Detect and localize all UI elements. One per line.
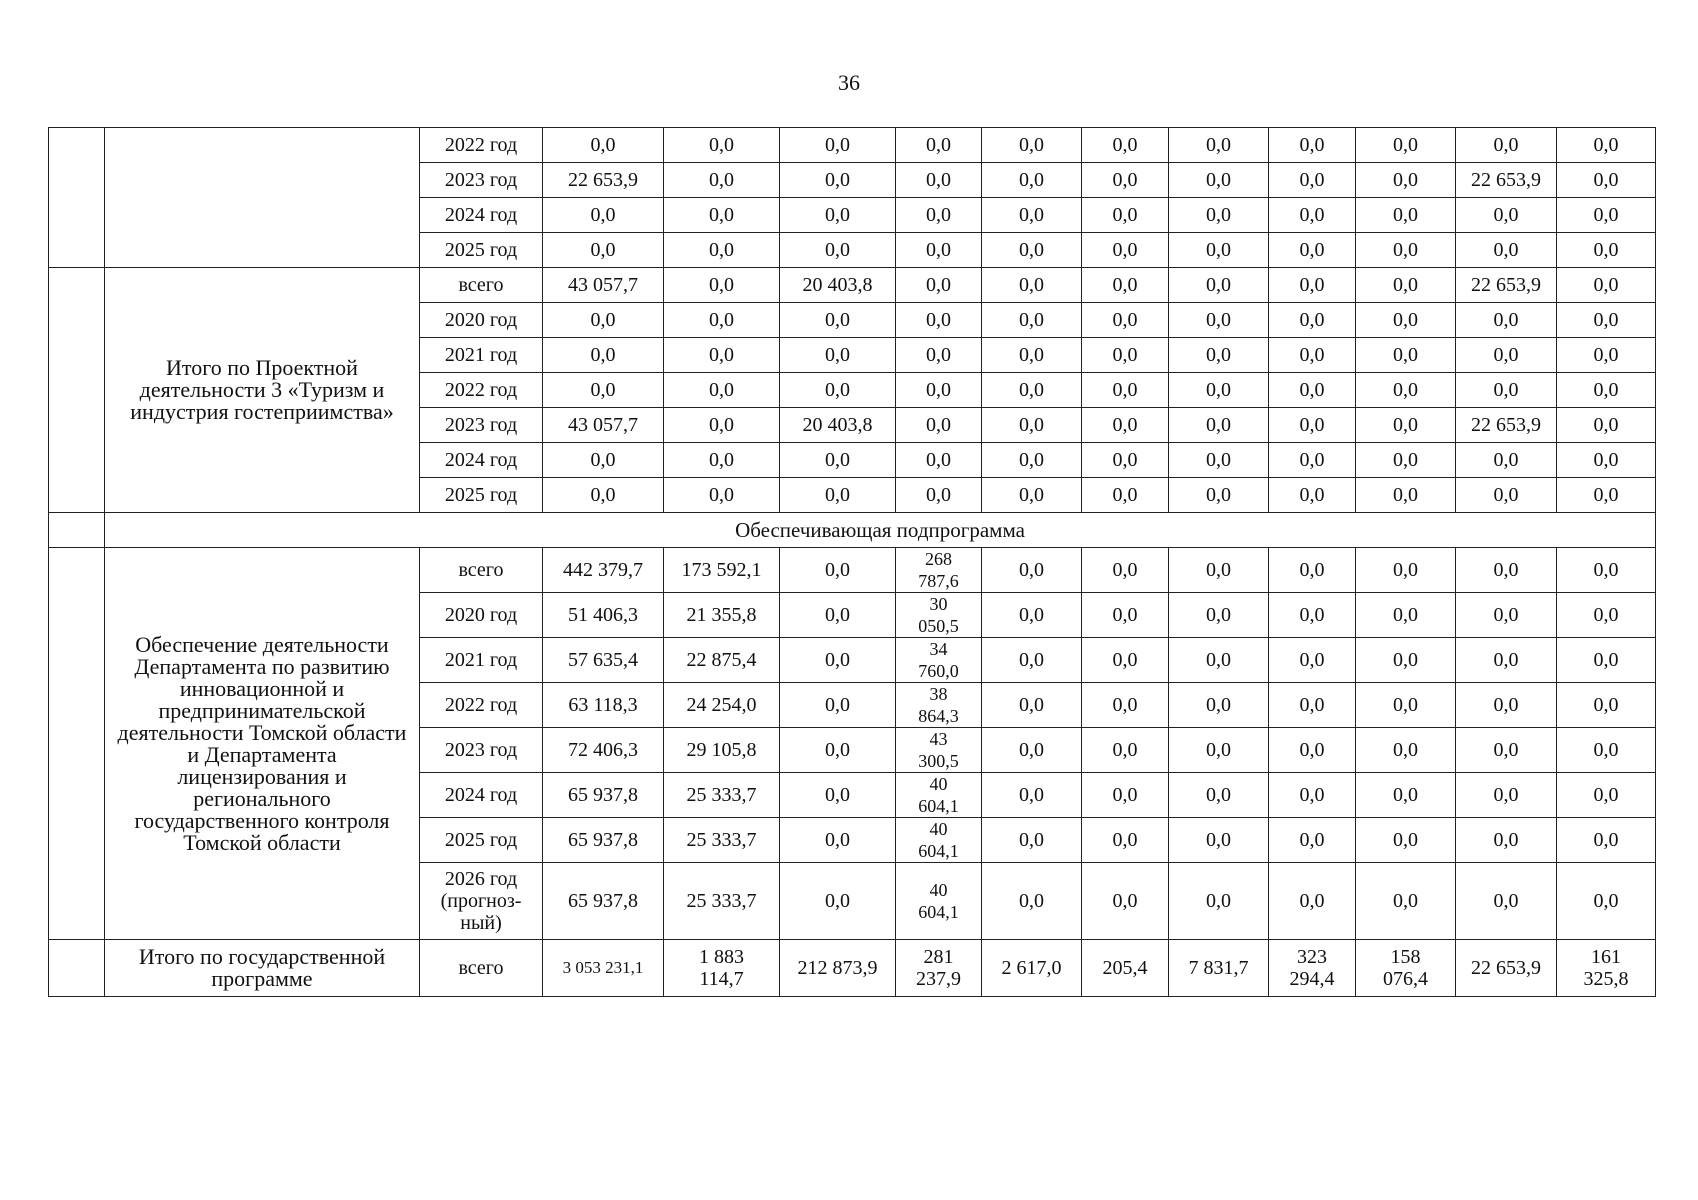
value-cell: 43 300,5: [896, 728, 982, 773]
value-cell: 0,0: [1269, 863, 1356, 940]
value-cell: 0,0: [1082, 233, 1169, 268]
number-cell: [49, 513, 105, 548]
value-cell: 0,0: [1082, 593, 1169, 638]
value-cell: 0,0: [1356, 338, 1456, 373]
value-cell: 0,0: [1169, 128, 1269, 163]
value-cell: 0,0: [664, 303, 780, 338]
value-cell: 65 937,8: [543, 818, 664, 863]
value-cell: 0,0: [896, 338, 982, 373]
value-cell: 25 333,7: [664, 818, 780, 863]
value-cell: 0,0: [1456, 198, 1557, 233]
name-cell: [105, 128, 420, 268]
year-cell: всего: [420, 548, 543, 593]
value-cell: 0,0: [982, 128, 1082, 163]
value-cell: 0,0: [1169, 268, 1269, 303]
value-cell: 0,0: [1082, 683, 1169, 728]
year-cell: 2023 год: [420, 408, 543, 443]
value-cell: 0,0: [780, 593, 896, 638]
value-cell: 0,0: [1356, 683, 1456, 728]
value-cell: 20 403,8: [780, 268, 896, 303]
value-cell: 0,0: [1356, 593, 1456, 638]
number-cell: [49, 268, 105, 513]
value-cell: 0,0: [982, 818, 1082, 863]
value-cell: 0,0: [1082, 268, 1169, 303]
value-cell: 0,0: [1557, 163, 1656, 198]
value-cell: 0,0: [664, 163, 780, 198]
value-cell: 20 403,8: [780, 408, 896, 443]
value-cell: 0,0: [982, 163, 1082, 198]
value-cell: 0,0: [1269, 373, 1356, 408]
year-cell: 2024 год: [420, 198, 543, 233]
year-cell: 2022 год: [420, 373, 543, 408]
value-cell: 0,0: [982, 443, 1082, 478]
value-cell: 0,0: [780, 728, 896, 773]
value-cell: 22 653,9: [1456, 163, 1557, 198]
value-cell: 0,0: [543, 443, 664, 478]
value-cell: 0,0: [1169, 818, 1269, 863]
value-cell: 212 873,9: [780, 940, 896, 997]
value-cell: 0,0: [1356, 373, 1456, 408]
year-cell: 2024 год: [420, 773, 543, 818]
value-cell: 0,0: [1169, 478, 1269, 513]
value-cell: 0,0: [1557, 683, 1656, 728]
value-cell: 0,0: [1169, 198, 1269, 233]
value-cell: 0,0: [1356, 443, 1456, 478]
value-cell: 0,0: [780, 163, 896, 198]
value-cell: 0,0: [896, 128, 982, 163]
value-cell: 442 379,7: [543, 548, 664, 593]
value-cell: 0,0: [780, 198, 896, 233]
value-cell: 0,0: [1356, 818, 1456, 863]
value-cell: 0,0: [1169, 443, 1269, 478]
number-cell: [49, 128, 105, 268]
value-cell: 0,0: [1356, 128, 1456, 163]
value-cell: 0,0: [1082, 478, 1169, 513]
value-cell: 0,0: [1356, 638, 1456, 683]
section-title: Обеспечивающая подпрограмма: [105, 513, 1656, 548]
value-cell: 0,0: [1082, 303, 1169, 338]
value-cell: 0,0: [982, 638, 1082, 683]
value-cell: 0,0: [1169, 548, 1269, 593]
value-cell: 0,0: [896, 233, 982, 268]
value-cell: 0,0: [1456, 233, 1557, 268]
value-cell: 0,0: [1456, 303, 1557, 338]
value-cell: 0,0: [543, 478, 664, 513]
value-cell: 0,0: [1456, 683, 1557, 728]
value-cell: 3 053 231,1: [543, 940, 664, 997]
value-cell: 0,0: [780, 818, 896, 863]
value-cell: 0,0: [1269, 198, 1356, 233]
value-cell: 0,0: [1557, 268, 1656, 303]
value-cell: 0,0: [1169, 233, 1269, 268]
value-cell: 0,0: [896, 163, 982, 198]
value-cell: 0,0: [896, 408, 982, 443]
value-cell: 0,0: [1082, 373, 1169, 408]
value-cell: 0,0: [1269, 478, 1356, 513]
year-cell: 2020 год: [420, 593, 543, 638]
value-cell: 0,0: [664, 128, 780, 163]
value-cell: 0,0: [780, 303, 896, 338]
value-cell: 43 057,7: [543, 268, 664, 303]
value-cell: 0,0: [1082, 128, 1169, 163]
value-cell: 40 604,1: [896, 818, 982, 863]
year-cell: 2026 год (прогноз-ный): [420, 863, 543, 940]
value-cell: 22 653,9: [543, 163, 664, 198]
value-cell: 22 875,4: [664, 638, 780, 683]
value-cell: 323 294,4: [1269, 940, 1356, 997]
value-cell: 25 333,7: [664, 773, 780, 818]
value-cell: 0,0: [543, 233, 664, 268]
value-cell: 0,0: [1456, 478, 1557, 513]
value-cell: 0,0: [1082, 338, 1169, 373]
value-cell: 0,0: [1269, 268, 1356, 303]
value-cell: 0,0: [982, 683, 1082, 728]
value-cell: 21 355,8: [664, 593, 780, 638]
value-cell: 0,0: [1169, 408, 1269, 443]
year-cell: 2023 год: [420, 728, 543, 773]
value-cell: 0,0: [1557, 593, 1656, 638]
value-cell: 0,0: [1456, 728, 1557, 773]
value-cell: 0,0: [1269, 163, 1356, 198]
value-cell: 0,0: [1269, 683, 1356, 728]
value-cell: 0,0: [1557, 443, 1656, 478]
value-cell: 0,0: [780, 338, 896, 373]
value-cell: 0,0: [982, 593, 1082, 638]
value-cell: 0,0: [1269, 338, 1356, 373]
value-cell: 0,0: [1082, 548, 1169, 593]
value-cell: 0,0: [543, 128, 664, 163]
value-cell: 0,0: [1269, 638, 1356, 683]
value-cell: 0,0: [1082, 198, 1169, 233]
value-cell: 72 406,3: [543, 728, 664, 773]
value-cell: 0,0: [1169, 303, 1269, 338]
section-row: [49, 513, 1656, 548]
value-cell: 0,0: [1456, 593, 1557, 638]
year-cell: 2023 год: [420, 163, 543, 198]
value-cell: 205,4: [1082, 940, 1169, 997]
value-cell: 0,0: [982, 773, 1082, 818]
value-cell: 0,0: [1082, 163, 1169, 198]
value-cell: 0,0: [1557, 728, 1656, 773]
value-cell: 0,0: [1082, 638, 1169, 683]
value-cell: 0,0: [982, 478, 1082, 513]
value-cell: 7 831,7: [1169, 940, 1269, 997]
value-cell: 30 050,5: [896, 593, 982, 638]
value-cell: 0,0: [1557, 638, 1656, 683]
value-cell: 0,0: [1269, 593, 1356, 638]
value-cell: 43 057,7: [543, 408, 664, 443]
value-cell: 0,0: [1082, 773, 1169, 818]
value-cell: 0,0: [1082, 863, 1169, 940]
support-name: Обеспечение деятельности Департамента по развитию инновационной и предпринимательской деятельности Томской области и Департамента лицензирования и регионального государственного контроля Томской области: [105, 548, 420, 940]
value-cell: 0,0: [1269, 443, 1356, 478]
value-cell: 0,0: [1356, 408, 1456, 443]
year-cell: 2024 год: [420, 443, 543, 478]
value-cell: 161 325,8: [1557, 940, 1656, 997]
value-cell: 0,0: [1169, 593, 1269, 638]
value-cell: 173 592,1: [664, 548, 780, 593]
year-cell: 2022 год: [420, 683, 543, 728]
value-cell: 0,0: [896, 443, 982, 478]
value-cell: 0,0: [896, 198, 982, 233]
grand-total-name: Итого по государственной программе: [105, 940, 420, 997]
value-cell: 0,0: [664, 268, 780, 303]
number-cell: [49, 548, 105, 940]
table-row: [49, 548, 1656, 593]
value-cell: 0,0: [1269, 408, 1356, 443]
value-cell: 0,0: [780, 683, 896, 728]
value-cell: 0,0: [664, 443, 780, 478]
year-cell: 2025 год: [420, 818, 543, 863]
value-cell: 25 333,7: [664, 863, 780, 940]
year-cell: 2020 год: [420, 303, 543, 338]
value-cell: 0,0: [1269, 728, 1356, 773]
value-cell: 0,0: [1356, 233, 1456, 268]
value-cell: 0,0: [1557, 863, 1656, 940]
value-cell: 0,0: [896, 478, 982, 513]
value-cell: 0,0: [1269, 233, 1356, 268]
value-cell: 0,0: [1169, 163, 1269, 198]
value-cell: 65 937,8: [543, 863, 664, 940]
year-cell: 2025 год: [420, 478, 543, 513]
value-cell: 0,0: [664, 233, 780, 268]
value-cell: 0,0: [780, 478, 896, 513]
value-cell: 0,0: [1456, 818, 1557, 863]
value-cell: 40 604,1: [896, 773, 982, 818]
value-cell: 0,0: [1456, 443, 1557, 478]
value-cell: 158 076,4: [1356, 940, 1456, 997]
value-cell: 51 406,3: [543, 593, 664, 638]
value-cell: 0,0: [1557, 773, 1656, 818]
value-cell: 0,0: [1557, 478, 1656, 513]
table-body: [49, 128, 1656, 997]
value-cell: 0,0: [1456, 373, 1557, 408]
value-cell: 0,0: [664, 373, 780, 408]
value-cell: 0,0: [1456, 773, 1557, 818]
value-cell: 0,0: [1082, 408, 1169, 443]
table-row: [49, 128, 1656, 163]
value-cell: 0,0: [1169, 373, 1269, 408]
value-cell: 0,0: [664, 408, 780, 443]
value-cell: 0,0: [543, 303, 664, 338]
value-cell: 0,0: [1169, 638, 1269, 683]
value-cell: 281 237,9: [896, 940, 982, 997]
value-cell: 0,0: [1557, 233, 1656, 268]
value-cell: 0,0: [780, 863, 896, 940]
value-cell: 0,0: [780, 443, 896, 478]
value-cell: 268 787,6: [896, 548, 982, 593]
year-cell: всего: [420, 940, 543, 997]
value-cell: 0,0: [543, 338, 664, 373]
value-cell: 0,0: [1356, 198, 1456, 233]
value-cell: 0,0: [982, 548, 1082, 593]
table-row: [49, 268, 1656, 303]
value-cell: 0,0: [1082, 728, 1169, 773]
value-cell: 0,0: [982, 728, 1082, 773]
value-cell: 0,0: [982, 373, 1082, 408]
number-cell: [49, 940, 105, 997]
value-cell: 40 604,1: [896, 863, 982, 940]
value-cell: 0,0: [1356, 548, 1456, 593]
value-cell: 0,0: [982, 863, 1082, 940]
value-cell: 0,0: [982, 268, 1082, 303]
value-cell: 2 617,0: [982, 940, 1082, 997]
value-cell: 0,0: [896, 303, 982, 338]
year-cell: 2021 год: [420, 338, 543, 373]
budget-table: [48, 127, 1656, 997]
value-cell: 0,0: [1557, 548, 1656, 593]
value-cell: 0,0: [896, 373, 982, 408]
value-cell: 0,0: [1269, 818, 1356, 863]
value-cell: 0,0: [780, 128, 896, 163]
value-cell: 0,0: [1169, 338, 1269, 373]
value-cell: 0,0: [1557, 408, 1656, 443]
grand-total-row: [49, 940, 1656, 997]
value-cell: 0,0: [1356, 478, 1456, 513]
value-cell: 0,0: [1456, 128, 1557, 163]
value-cell: 0,0: [982, 338, 1082, 373]
value-cell: 0,0: [1082, 443, 1169, 478]
value-cell: 0,0: [982, 198, 1082, 233]
value-cell: 0,0: [1356, 303, 1456, 338]
value-cell: 0,0: [896, 268, 982, 303]
value-cell: 1 883 114,7: [664, 940, 780, 997]
value-cell: 0,0: [780, 773, 896, 818]
year-cell: 2022 год: [420, 128, 543, 163]
value-cell: 57 635,4: [543, 638, 664, 683]
value-cell: 0,0: [982, 303, 1082, 338]
value-cell: 0,0: [1557, 198, 1656, 233]
value-cell: 0,0: [1269, 128, 1356, 163]
value-cell: 0,0: [982, 408, 1082, 443]
value-cell: 0,0: [1356, 268, 1456, 303]
value-cell: 0,0: [1557, 128, 1656, 163]
value-cell: 0,0: [1557, 303, 1656, 338]
year-cell: всего: [420, 268, 543, 303]
year-cell: 2021 год: [420, 638, 543, 683]
value-cell: 0,0: [1456, 863, 1557, 940]
value-cell: 0,0: [780, 233, 896, 268]
value-cell: 0,0: [1356, 163, 1456, 198]
value-cell: 0,0: [1356, 773, 1456, 818]
value-cell: 0,0: [1082, 818, 1169, 863]
value-cell: 0,0: [1169, 863, 1269, 940]
value-cell: 29 105,8: [664, 728, 780, 773]
value-cell: 0,0: [664, 338, 780, 373]
value-cell: 34 760,0: [896, 638, 982, 683]
value-cell: 0,0: [982, 233, 1082, 268]
value-cell: 0,0: [1169, 773, 1269, 818]
value-cell: 0,0: [1169, 683, 1269, 728]
project-total-name: Итого по Проектной деятельности 3 «Туризм и индустрия гостеприимства»: [105, 268, 420, 513]
value-cell: 0,0: [1269, 303, 1356, 338]
value-cell: 0,0: [1356, 863, 1456, 940]
value-cell: 0,0: [1456, 638, 1557, 683]
value-cell: 0,0: [1557, 338, 1656, 373]
value-cell: 22 653,9: [1456, 940, 1557, 997]
value-cell: 0,0: [1557, 373, 1656, 408]
value-cell: 0,0: [1456, 548, 1557, 593]
value-cell: 0,0: [1456, 338, 1557, 373]
value-cell: 0,0: [1169, 728, 1269, 773]
value-cell: 0,0: [543, 373, 664, 408]
value-cell: 0,0: [1269, 773, 1356, 818]
value-cell: 0,0: [780, 373, 896, 408]
value-cell: 0,0: [780, 638, 896, 683]
value-cell: 65 937,8: [543, 773, 664, 818]
value-cell: 63 118,3: [543, 683, 664, 728]
value-cell: 0,0: [543, 198, 664, 233]
value-cell: 0,0: [1269, 548, 1356, 593]
value-cell: 22 653,9: [1456, 408, 1557, 443]
value-cell: 38 864,3: [896, 683, 982, 728]
value-cell: 0,0: [664, 198, 780, 233]
value-cell: 24 254,0: [664, 683, 780, 728]
value-cell: 22 653,9: [1456, 268, 1557, 303]
value-cell: 0,0: [1356, 728, 1456, 773]
value-cell: 0,0: [664, 478, 780, 513]
page-number: 36: [838, 70, 860, 95]
value-cell: 0,0: [780, 548, 896, 593]
value-cell: 0,0: [1557, 818, 1656, 863]
year-cell: 2025 год: [420, 233, 543, 268]
